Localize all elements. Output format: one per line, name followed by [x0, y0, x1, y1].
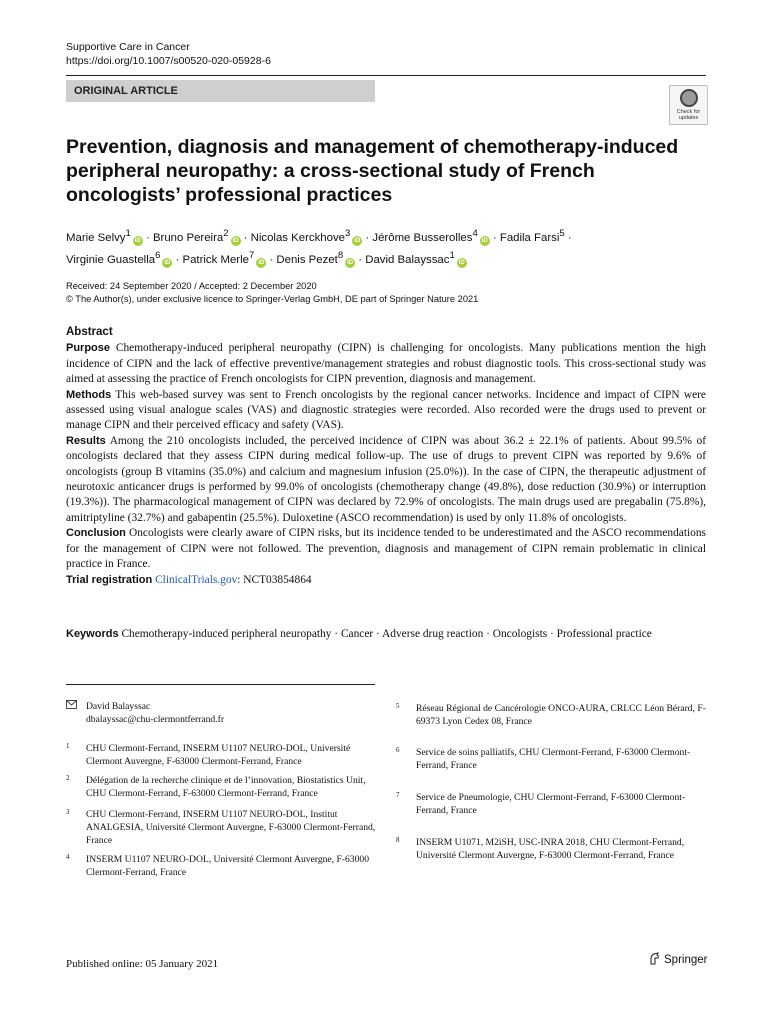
- publisher-logo[interactable]: [648, 952, 707, 966]
- doi-link[interactable]: https://doi.org/10.1007/s00520-020-05928-6: [66, 55, 271, 67]
- author[interactable]: Marie Selvy$^1$iD: [66, 228, 141, 244]
- springer-horse-icon: [648, 952, 661, 965]
- orcid-icon[interactable]: iD: [258, 259, 265, 266]
- orcid-icon[interactable]: iD: [458, 259, 465, 266]
- orcid-icon[interactable]: iD: [354, 237, 361, 244]
- author[interactable]: Bruno Pereira$^2$iD: [152, 228, 239, 244]
- copyright-notice: © The Author(s), under exclusive licence to Springer-Verlag GmbH, DE part of Springer Nature 2021: [66, 294, 479, 304]
- abstract-trial-registration: Trial registration ClinicalTrials.gov: NCT03854864: [66, 573, 312, 586]
- author[interactable]: Fadila Farsi$^5$: [499, 228, 565, 244]
- author[interactable]: Patrick Merle$^7$iD: [182, 249, 265, 266]
- clinicaltrials-link[interactable]: ClinicalTrials.gov: [155, 573, 238, 586]
- envelope-icon: [66, 700, 77, 714]
- keywords-text: Chemotherapy-induced peripheral neuropathy · Cancer · Adverse drug reaction · Oncologists · Professional practice: [121, 628, 652, 640]
- publisher-name: Springer: [664, 954, 708, 966]
- author[interactable]: Virginie Guastella$^6$iD: [66, 249, 171, 266]
- abstract-methods: Methods This web-based survey was sent to French oncologists by the regional cancer networks. Incidence and impact of CIPN were assessed using visual analogue scales (VAS) and diagnostic strategies were recorded. Also recorded were the drugs used to prevent or manage CIPN and their perceived efficacy and safety (VAS).: [66, 388, 706, 432]
- author[interactable]: Nicolas Kerckhove$^3$iD: [250, 228, 361, 244]
- published-online: Published online: 05 January 2021: [66, 958, 219, 970]
- abstract-conclusion: Conclusion Oncologists were clearly aware of CIPN risks, but its incidence tended to be underestimated and the ASCO recommendations for the management of CIPN were not followed. The prevention, diagnosis and management of CIPN remain problematic in clinical practice in France.: [66, 527, 706, 571]
- header-rule: [66, 75, 706, 76]
- footnote-rule: [66, 684, 375, 685]
- author[interactable]: Jérôme Busserolles$^4$iD: [372, 228, 488, 244]
- keywords: [66, 627, 706, 642]
- check-updates-label-1: Check for: [676, 109, 701, 115]
- abstract-results: Results Among the 210 oncologists included, the perceived incidence of CIPN was about 36.2 ± 22.1% of patients. About 99.5% of oncologists declared that they assess CIPN during medical follow-up. The use of drugs to prevent CIPN was reported by 9.6% of oncologists (group B vitamins (35.0%) and calcium and magnesium infusion (25.0%)). In the case of CIPN, the therapeutic adjustment of neurotoxic anticancer drugs is performed by 99.0% of oncologists (chemotherapy change (49.8%), dose reduction (30.9%) or interruption (19.3%)). The pharmacological management of CIPN was declared by 72.9% of oncologists. The main drugs used are pregabalin (75.8%), amitriptyline (32.7%) and gabapentin (25.5%). Duloxetine (ASCO recommendation) is used by only 11.8% of oncologists.: [66, 434, 706, 524]
- orcid-icon[interactable]: iD: [481, 237, 488, 244]
- correspondence-email[interactable]: dbalayssac@chu-clermontferrand.fr: [86, 714, 225, 725]
- author[interactable]: Denis Pezet$^8$iD: [276, 249, 354, 266]
- abstract-purpose: Purpose Chemotherapy-induced peripheral neuropathy (CIPN) is challenging for oncologists. Many publications mention the high incidence of CIPN and the lack of effective preventive/management strategies and robust diagnostic tools. This cross-sectional study was aimed at assessing the practice of French oncologists for CIPN prevention, diagnosis and management.: [66, 342, 706, 386]
- check-updates-label-2: updates: [678, 115, 699, 121]
- article-type-banner: ORIGINAL ARTICLE: [66, 80, 375, 102]
- check-for-updates-badge[interactable]: [669, 85, 708, 125]
- received-accepted: Received: 24 September 2020 / Accepted: 2 December 2020: [66, 281, 317, 291]
- abstract: [66, 325, 706, 588]
- author[interactable]: David Balayssac$^1$iD: [365, 249, 465, 266]
- journal-header: [66, 40, 271, 68]
- article-title: Prevention, diagnosis and management of chemotherapy-induced peripheral neuropathy: a cross-sectional study of French oncologists’ professional practices: [66, 136, 679, 206]
- correspondence-name: David Balayssac: [86, 701, 151, 712]
- abstract-heading: Abstract: [66, 326, 113, 338]
- article-dates: [66, 280, 706, 306]
- check-updates-icon: [680, 89, 698, 107]
- orcid-icon[interactable]: iD: [347, 259, 354, 266]
- journal-name: Supportive Care in Cancer: [66, 41, 190, 53]
- correspondence-text: [86, 700, 376, 726]
- author-list: Marie Selvy$^1$iD · Bruno Pereira$^2$iD · Nicolas Kerckhove$^3$iD · Jérôme Busserolles$^4$iD · Fadila Farsi$^5$ · Virginie Guastella$^6$iD · Patrick Merle$^7$iD · Denis Pezet$^8$iD · David Balayssac$^1$iD: [66, 228, 572, 266]
- keywords-label: Keywords: [66, 628, 119, 640]
- orcid-icon[interactable]: iD: [232, 237, 239, 244]
- orcid-icon[interactable]: iD: [164, 259, 171, 266]
- orcid-icon[interactable]: iD: [134, 237, 141, 244]
